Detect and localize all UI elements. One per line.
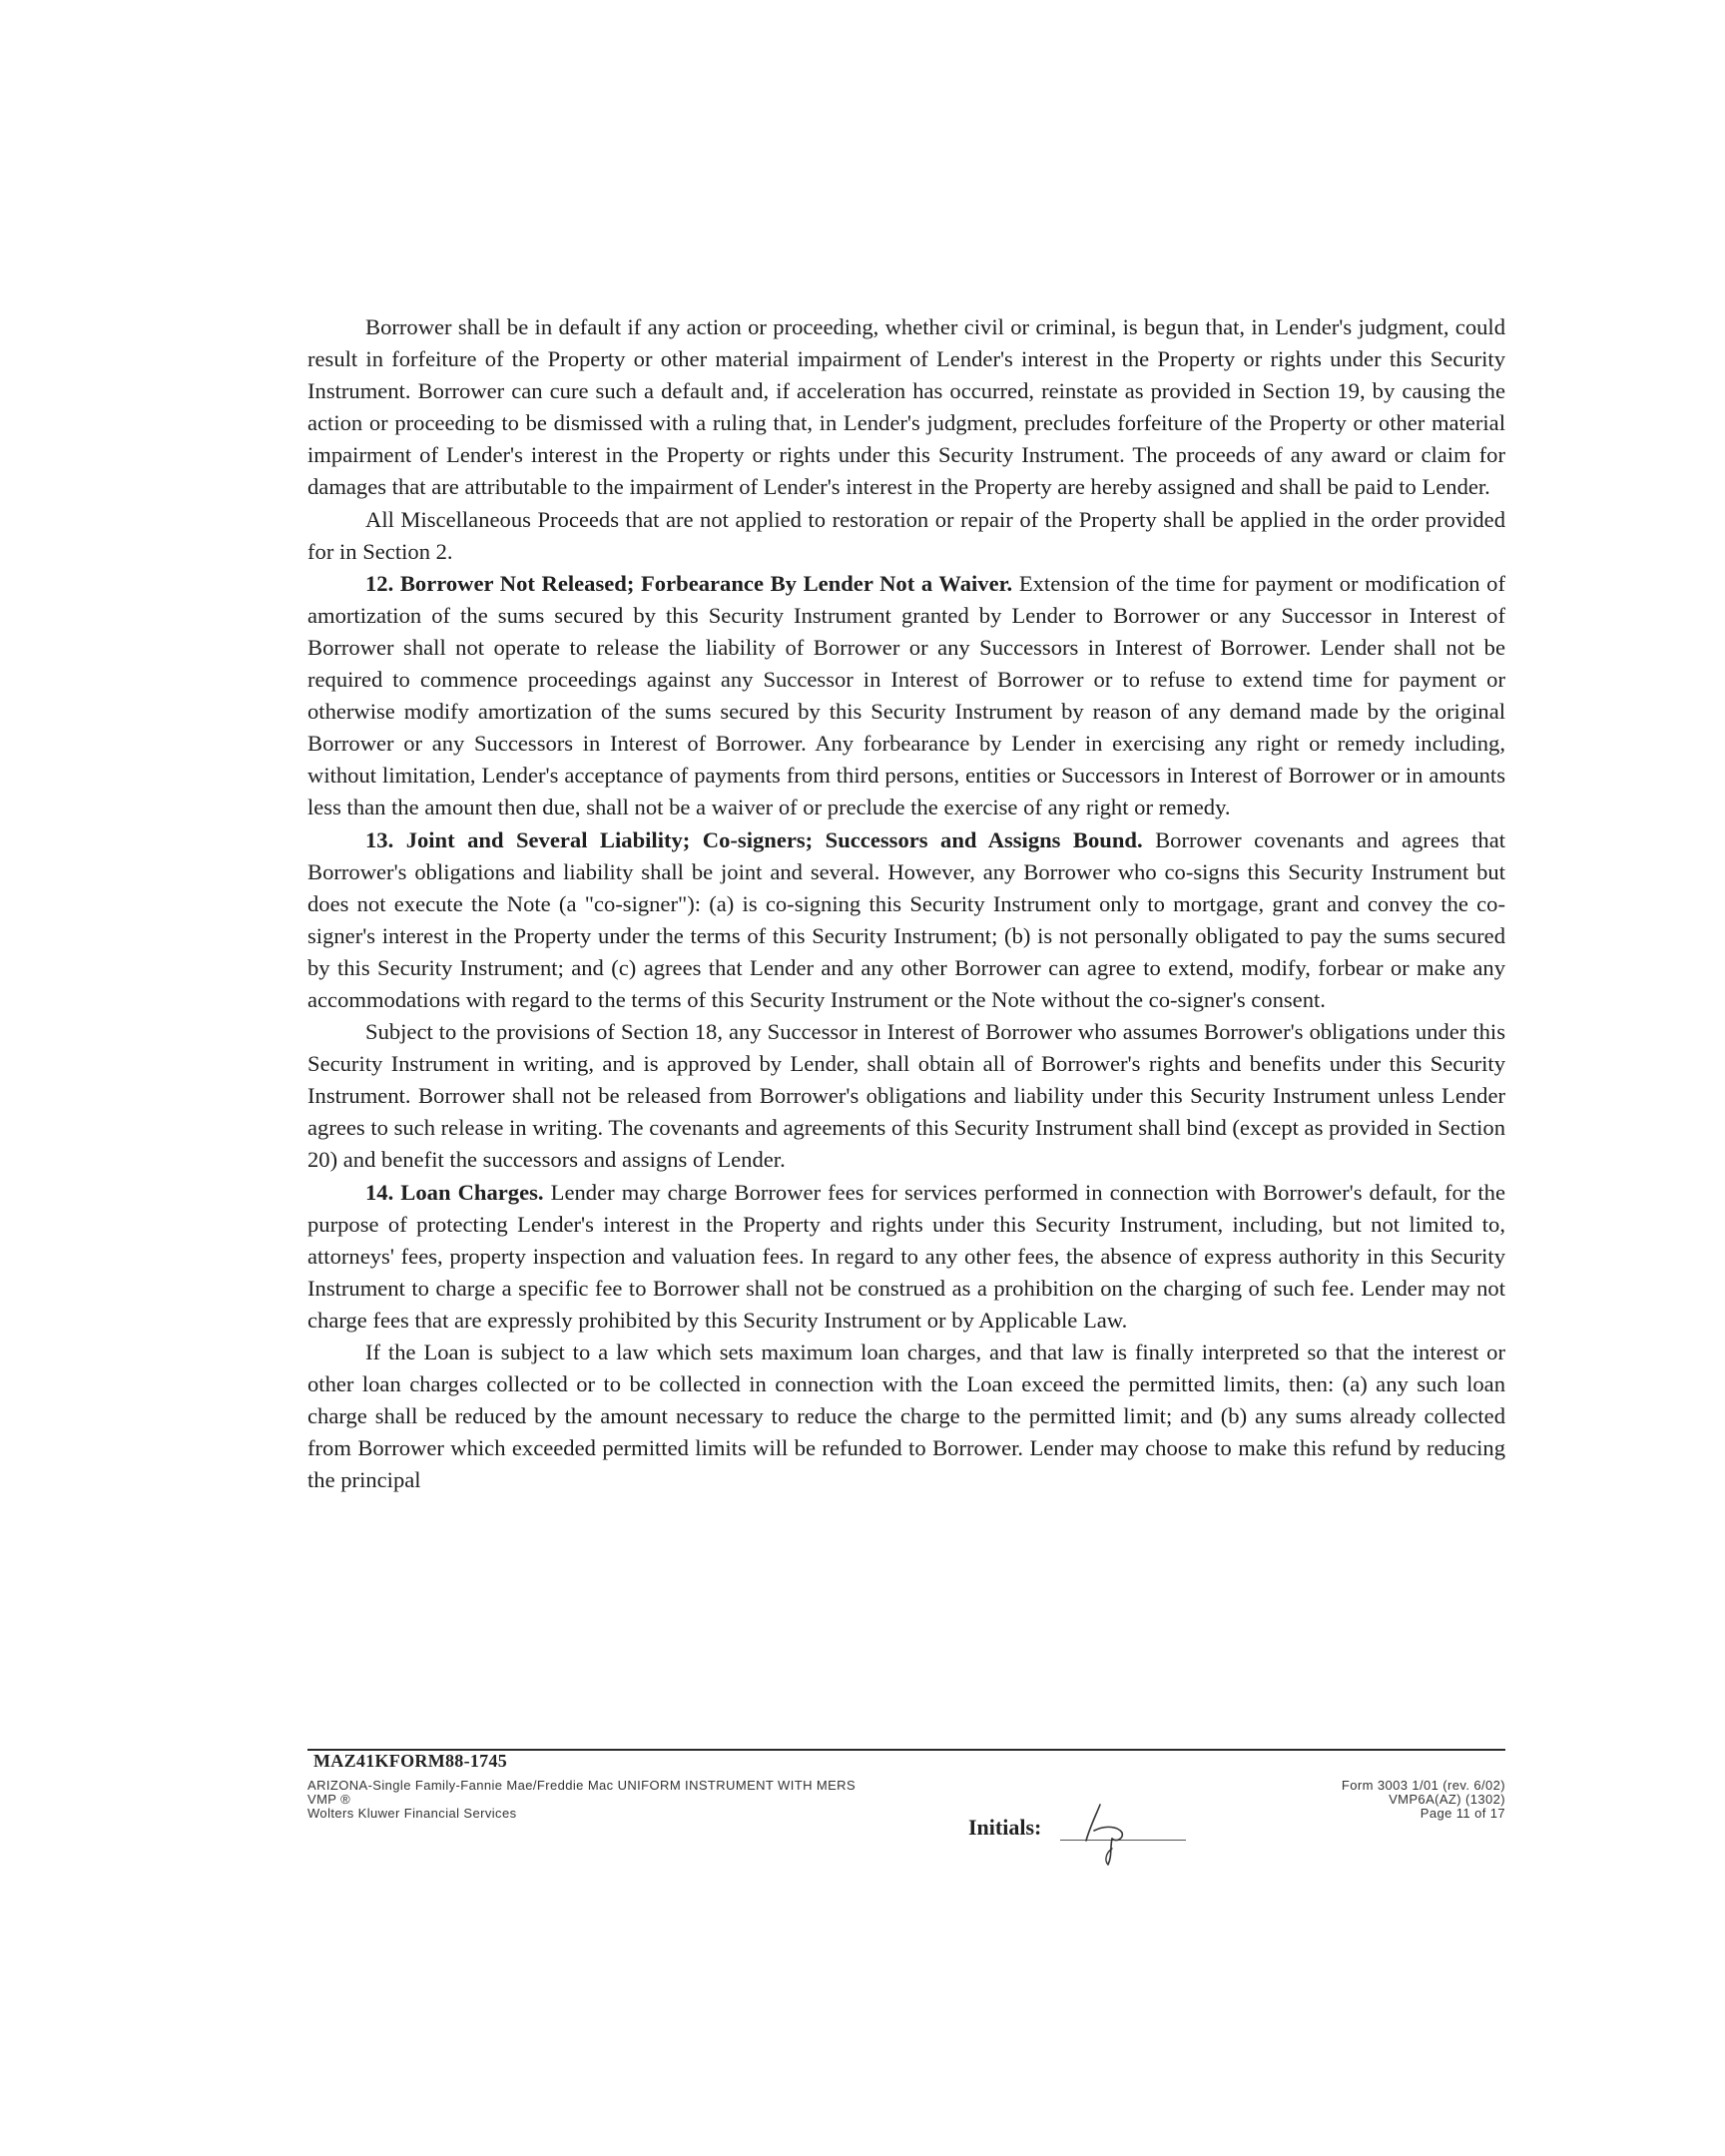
footer-form-version: VMP6A(AZ) (1302) (1389, 1792, 1505, 1807)
section-12-heading: 12. Borrower Not Released; Forbearance By Lender Not a Waiver. (365, 570, 1013, 596)
paragraph (307, 311, 1505, 504)
paragraph (307, 1016, 1505, 1176)
section-13-heading: 13. Joint and Several Liability; Co-signers; Successors and Assigns Bound. (365, 826, 1143, 852)
footer-form-title: ARIZONA-Single Family-Fannie Mae/Freddie Mac UNIFORM INSTRUMENT WITH MERS (307, 1778, 857, 1793)
footer-left-block (307, 1779, 856, 1821)
paragraph-text: Lender may charge Borrower fees for services performed in connection with Borrower's default, for the purpose of protecting Lender's interest in the Property and rights under this Security Instrument, including, but not limited to, attorneys' fees, property inspection and valuation fees. In regard to any other fees, the absence of express authority in this Security Instrument to charge a specific fee to Borrower shall not be construed as a prohibition on the charging of such fee. Lender may not charge fees that are expressly prohibited by this Security Instrument or by Applicable Law. (307, 1179, 1505, 1333)
footer-form-number: Form 3003 1/01 (rev. 6/02) (1341, 1778, 1505, 1793)
section-14-heading: 14. Loan Charges. (365, 1179, 544, 1205)
paragraph-text: All Miscellaneous Proceeds that are not applied to restoration or repair of the Property shall be applied in the order provided for in Section 2. (307, 506, 1505, 564)
initials-signature (1078, 1787, 1168, 1867)
paragraph (307, 1177, 1505, 1337)
paragraph (307, 824, 1505, 1017)
paragraph-text: Borrower shall be in default if any action or proceeding, whether civil or criminal, is begun that, in Lender's judgment, could result in forfeiture of the Property or other material impairment of Lender's interest in the Property or rights under this Security Instrument. Borrower can cure such a default and, if acceleration has occurred, reinstate as provided in Section 19, by causing the action or proceeding to be dismissed with a ruling that, in Lender's judgment, precludes forfeiture of the Property or other material impairment of Lender's interest in the Property or rights under this Security Instrument. The proceeds of any award or claim for damages that are attributable to the impairment of Lender's interest in the Property are hereby assigned and shall be paid to Lender. (307, 314, 1505, 500)
document-body (307, 311, 1505, 1496)
footer-right-block (1342, 1779, 1505, 1821)
footer-vmp-mark: VMP ® (307, 1792, 351, 1807)
paragraph-text: Extension of the time for payment or modification of amortization of the sums secured by this Security Instrument granted by Lender to Borrower or any Successor in Interest of Borrower shall not operate to release the liability of Borrower or any Successors in Interest of Borrower. Lender shall not be required to commence proceedings against any Successor in Interest of Borrower or to refuse to extend time for payment or otherwise modify amortization of the sums secured by this Security Instrument by reason of any demand made by the original Borrower or any Successors in Interest of Borrower. Any forbearance by Lender in exercising any right or remedy including, without limitation, Lender's acceptance of payments from third persons, entities or Successors in Interest of Borrower or in amounts less than the amount then due, shall not be a waiver of or preclude the exercise of any right or remedy. (307, 570, 1505, 820)
paragraph-text: If the Loan is subject to a law which sets maximum loan charges, and that law is finally interpreted so that the interest or other loan charges collected or to be collected in connection with the Loan exceed the permitted limits, then: (a) any such loan charge shall be reduced by the amount necessary to reduce the charge to the permitted limit; and (b) any sums already collected from Borrower which exceeded permitted limits will be refunded to Borrower. Lender may choose to make this refund by reducing the principal (307, 1340, 1505, 1493)
footer-publisher: Wolters Kluwer Financial Services (307, 1806, 517, 1821)
initials-label: Initials: (968, 1815, 1042, 1840)
paragraph (307, 1337, 1505, 1496)
form-code: MAZ41KFORM88-1745 (313, 1751, 508, 1771)
paragraph-text: Borrower covenants and agrees that Borrower's obligations and liability shall be joint and several. However, any Borrower who co-signs this Security Instrument but does not execute the Note (a "co-signer"): (a) is co-signing this Security Instrument only to mortgage, grant and convey the co-signer's interest in the Property under the terms of this Security Instrument; (b) is not personally obligated to pay the sums secured by this Security Instrument; and (c) agrees that Lender and any other Borrower can agree to extend, modify, forbear or make any accommodations with regard to the terms of this Security Instrument or the Note without the co-signer's consent. (307, 826, 1505, 1012)
footer-page-number: Page 11 of 17 (1420, 1806, 1505, 1821)
paragraph (307, 568, 1505, 824)
paragraph-text: Subject to the provisions of Section 18, any Successor in Interest of Borrower who assumes Borrower's obligations under this Security Instrument in writing, and is approved by Lender, shall obtain all of Borrower's rights and benefits under this Security Instrument. Borrower shall not be released from Borrower's obligations and liability under this Security Instrument unless Lender agrees to such release in writing. The covenants and agreements of this Security Instrument shall bind (except as provided in Section 20) and benefit the successors and assigns of Lender. (307, 1019, 1505, 1173)
paragraph (307, 504, 1505, 568)
